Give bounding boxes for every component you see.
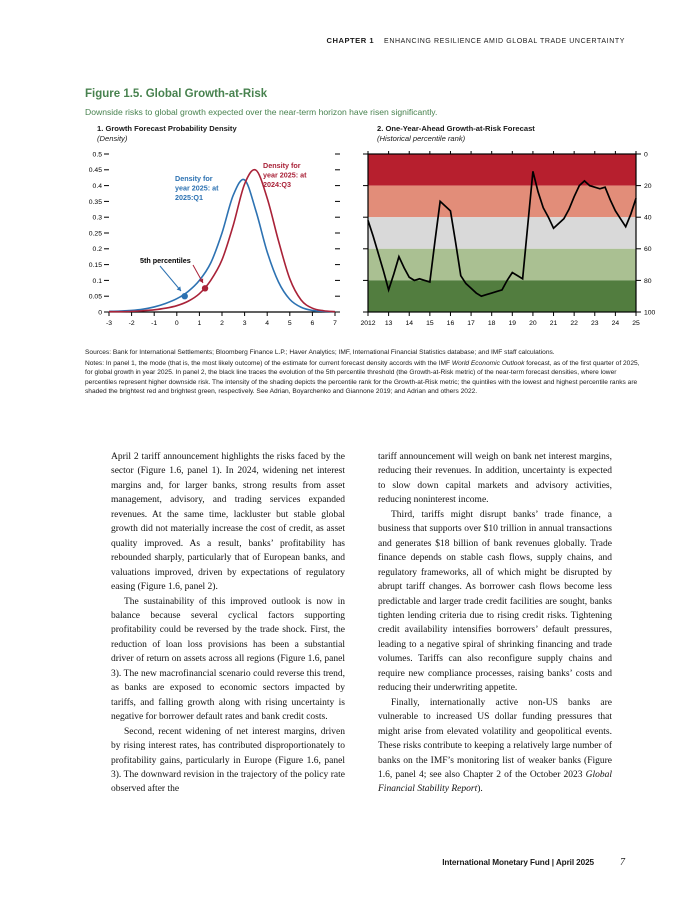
svg-text:23: 23 xyxy=(590,320,599,327)
svg-text:-2: -2 xyxy=(128,320,135,327)
fifth-percentile-dot-2025q1 xyxy=(182,293,188,299)
body-column-right xyxy=(378,450,612,797)
svg-text:2: 2 xyxy=(220,320,224,327)
panel-2-head xyxy=(377,124,655,144)
density-curve-2025q1 xyxy=(109,179,335,311)
page-footer xyxy=(111,857,625,868)
series-label: Density for year 2025: at 2025:Q1 xyxy=(175,174,219,202)
figure-panels xyxy=(85,124,656,336)
panel-2-title: 2. One-Year-Ahead Growth-at-Risk Forecast xyxy=(377,124,535,133)
svg-text:4: 4 xyxy=(265,320,270,327)
svg-text:0: 0 xyxy=(644,151,648,159)
svg-text:24: 24 xyxy=(611,320,620,327)
svg-text:20: 20 xyxy=(529,320,537,327)
panel-growth-density xyxy=(85,124,365,336)
paragraph: Third, tariffs might disrupt banks’ trade finance, a business that supports over $10 trillion in annual transactions and generates $18 billion of bank revenues globally. Trade finance depends on stable cash flows, supply chains, and regulatory frameworks, all of which might be disrupted by abrupt tariff changes. As borrower cash flows become less predictable and larger trade credit facilities are sought, banks tighten lending criteria due to rising credit risks. Tightening credit availability intensifies borrowers’ default pressures, leading to a negative spiral of shrinking financing and trade volumes. Tariffs can also reconfigure supply chains and require new compliance processes, raising banks’ costs and reducing their underwriting appetite. xyxy=(378,509,612,694)
panel-growth-at-risk xyxy=(360,124,656,336)
series-label: Density for year 2025: at 2024:Q3 xyxy=(263,161,307,189)
svg-text:60: 60 xyxy=(644,246,652,254)
svg-text:1: 1 xyxy=(197,320,202,327)
chapter-label: CHAPTER 1 xyxy=(326,36,375,45)
svg-text:5: 5 xyxy=(287,320,292,327)
svg-text:6: 6 xyxy=(310,320,315,327)
panel-1-head xyxy=(97,124,365,144)
svg-text:0.2: 0.2 xyxy=(92,246,102,254)
svg-text:0.1: 0.1 xyxy=(92,277,102,285)
svg-text:0.05: 0.05 xyxy=(88,293,102,301)
svg-text:15: 15 xyxy=(426,320,434,327)
figure-footnotes xyxy=(85,348,641,397)
growth-at-risk-chart xyxy=(360,148,656,336)
panel-1-title: 1. Growth Forecast Probability Density xyxy=(97,124,237,133)
figure-notes: Notes: In panel 1, the mode (that is, the most likely outcome) of the estimate for current forecast density accords with the IMF World Economic Outlook forecast, as of the first quarter of 2025, for global growth in year 2025. In panel 2, the black line traces the evolution of the 5th percentile threshold (the Growth-at-Risk metric) of the near-term forecast densities, where lower percentiles represent higher downside risk. The intensity of the shading depicts the percentile rank for the Growth-at-Risk metric; the quintiles with the lowest and highest percentile ranks are shaded the brightest red and brightest green, respectively. See Adrian, Boyarchenko and Giannone 2019; and Adrian and others 2022. xyxy=(85,359,640,396)
footer-publication: International Monetary Fund | April 2025 xyxy=(442,858,594,867)
svg-text:19: 19 xyxy=(508,320,517,327)
svg-text:0.5: 0.5 xyxy=(92,151,102,159)
page-number: 7 xyxy=(620,857,625,868)
growth-density-chart xyxy=(85,148,365,336)
svg-text:13: 13 xyxy=(384,320,393,327)
panel-2-units: (Historical percentile rank) xyxy=(377,134,466,143)
figure-subtitle: Downside risks to global growth expected over the near-term horizon have risen significantly. xyxy=(85,107,438,117)
paragraph: The sustainability of this improved outlook is now in balance because several cyclical factors supporting profitability could be reversed by the trade shock. First, the reduction of loan loss provisions has been a substantial driver of return on assets across all regions (Figure 1.6, panel 3). The new macrofinancial scenario could reverse this trend, as banks are exposed to economic sectors impacted by tariffs, and falling growth along with rising uncertainty is negative for borrower default rates and bank credit costs. xyxy=(111,596,345,723)
svg-text:22: 22 xyxy=(570,320,578,327)
density-curve-2024q3 xyxy=(109,170,335,312)
quintile-band-2 xyxy=(368,217,636,249)
fifth-percentile-dot-2024q3 xyxy=(202,285,208,291)
svg-text:17: 17 xyxy=(467,320,475,327)
svg-text:2012: 2012 xyxy=(360,320,376,327)
svg-text:-1: -1 xyxy=(151,320,158,327)
svg-text:18: 18 xyxy=(487,320,496,327)
paragraph: April 2 tariff announcement highlights the risks faced by the sector (Figure 1.6, panel 1). In 2024, widening net interest margins and, for larger banks, strong results from asset management, advisory, and trading services expanded revenues. At the same time, lackluster but stable global growth did not materially increase the cost of credit, as asset quality improved. As a result, banks’ profitability has rebounded sharply, particularly that of European banks, and valuations improved, driven by expectations of regulatory easing (Figure 1.6, panel 2). xyxy=(111,452,345,593)
svg-text:25: 25 xyxy=(632,320,640,327)
svg-text:7: 7 xyxy=(333,320,337,327)
svg-text:0: 0 xyxy=(98,309,102,317)
svg-text:100: 100 xyxy=(644,309,656,317)
paragraph: Second, recent widening of net interest margins, driven by rising interest rates, has contributed disproportionately to profitability gains, particularly in Europe (Figure 1.6, panel 3). The downward revision in the trajectory of the policy rate observed after the xyxy=(111,726,345,795)
svg-text:0.3: 0.3 xyxy=(92,214,102,222)
figure-1-5 xyxy=(85,88,656,398)
svg-text:80: 80 xyxy=(644,277,652,285)
fifth-percentiles-label: 5th percentiles xyxy=(140,256,191,265)
svg-text:0.15: 0.15 xyxy=(88,261,102,269)
svg-text:0.45: 0.45 xyxy=(88,167,102,175)
svg-text:0.25: 0.25 xyxy=(88,230,102,238)
svg-text:3: 3 xyxy=(242,320,247,327)
svg-text:-3: -3 xyxy=(105,320,113,327)
chapter-title: ENHANCING RESILIENCE AMID GLOBAL TRADE UNCERTAINTY xyxy=(384,38,625,45)
chapter-header xyxy=(327,36,626,45)
svg-text:21: 21 xyxy=(549,320,558,327)
svg-text:0.4: 0.4 xyxy=(92,182,102,190)
svg-text:0.35: 0.35 xyxy=(88,198,102,206)
svg-text:0: 0 xyxy=(174,320,179,327)
svg-text:40: 40 xyxy=(644,214,652,222)
body-text xyxy=(111,450,612,797)
svg-text:20: 20 xyxy=(644,182,652,190)
quintile-band-4 xyxy=(368,280,636,312)
body-column-left xyxy=(111,450,345,797)
panel-1-units: (Density) xyxy=(97,134,128,143)
figure-title: Figure 1.5. Global Growth-at-Risk xyxy=(85,88,268,100)
paragraph: tariff announcement will weigh on bank net interest margins, reducing their revenues. In addition, uncertainty is expected to slow down capital markets and advisory activities, reducing noninterest income. xyxy=(378,452,612,506)
quintile-band-1 xyxy=(368,186,636,218)
paragraph: Finally, internationally active non-US banks are vulnerable to increased US dollar funding pressures that might arise from elevated volatility and geopolitical events. These risks contribute to keeping a relatively large number of banks on the IMF’s monitoring list of weaker banks (Figure 1.6, panel 4; see also Chapter 2 of the October 2023 Global Financial Stability Report). xyxy=(378,697,612,795)
svg-text:14: 14 xyxy=(405,320,414,327)
svg-text:16: 16 xyxy=(446,320,455,327)
figure-sources: Sources: Bank for International Settlements; Bloomberg Finance L.P.; Haver Analytics; IMF, International Financial Statistics database; and IMF staff calculations. xyxy=(85,349,555,356)
quintile-band-0 xyxy=(368,154,636,186)
